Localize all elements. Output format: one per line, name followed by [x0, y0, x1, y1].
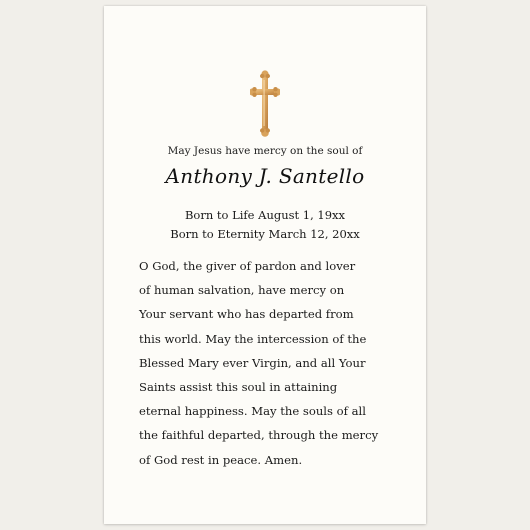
prayer-line: Blessed Mary ever Virgin, and all Your: [139, 355, 366, 370]
prayer-line: O God, the giver of pardon and lover: [139, 259, 356, 273]
prayer-line: of human salvation, have mercy on: [139, 283, 345, 298]
prayer-line: Saints assist this soul in attaining: [139, 380, 338, 395]
intro-line: May Jesus have mercy on the soul of: [167, 145, 363, 157]
prayer-line: eternal happiness. May the souls of all: [139, 404, 366, 419]
prayer-card: [104, 6, 426, 524]
dates-block: [104, 206, 426, 244]
deceased-name: Anthony J. Santello: [165, 164, 365, 188]
prayer-line: this world. May the intercession of the: [139, 331, 367, 346]
prayer-line: Your servant who has departed from: [139, 307, 354, 322]
death-date: Born to Eternity March 12, 20xx: [170, 227, 360, 241]
prayer-text: [139, 254, 409, 472]
cross-icon: [250, 70, 280, 138]
birth-date: Born to Life August 1, 19xx: [184, 208, 346, 222]
prayer-line: the faithful departed, through the mercy: [139, 428, 379, 443]
prayer-line: of God rest in peace. Amen.: [139, 452, 303, 467]
